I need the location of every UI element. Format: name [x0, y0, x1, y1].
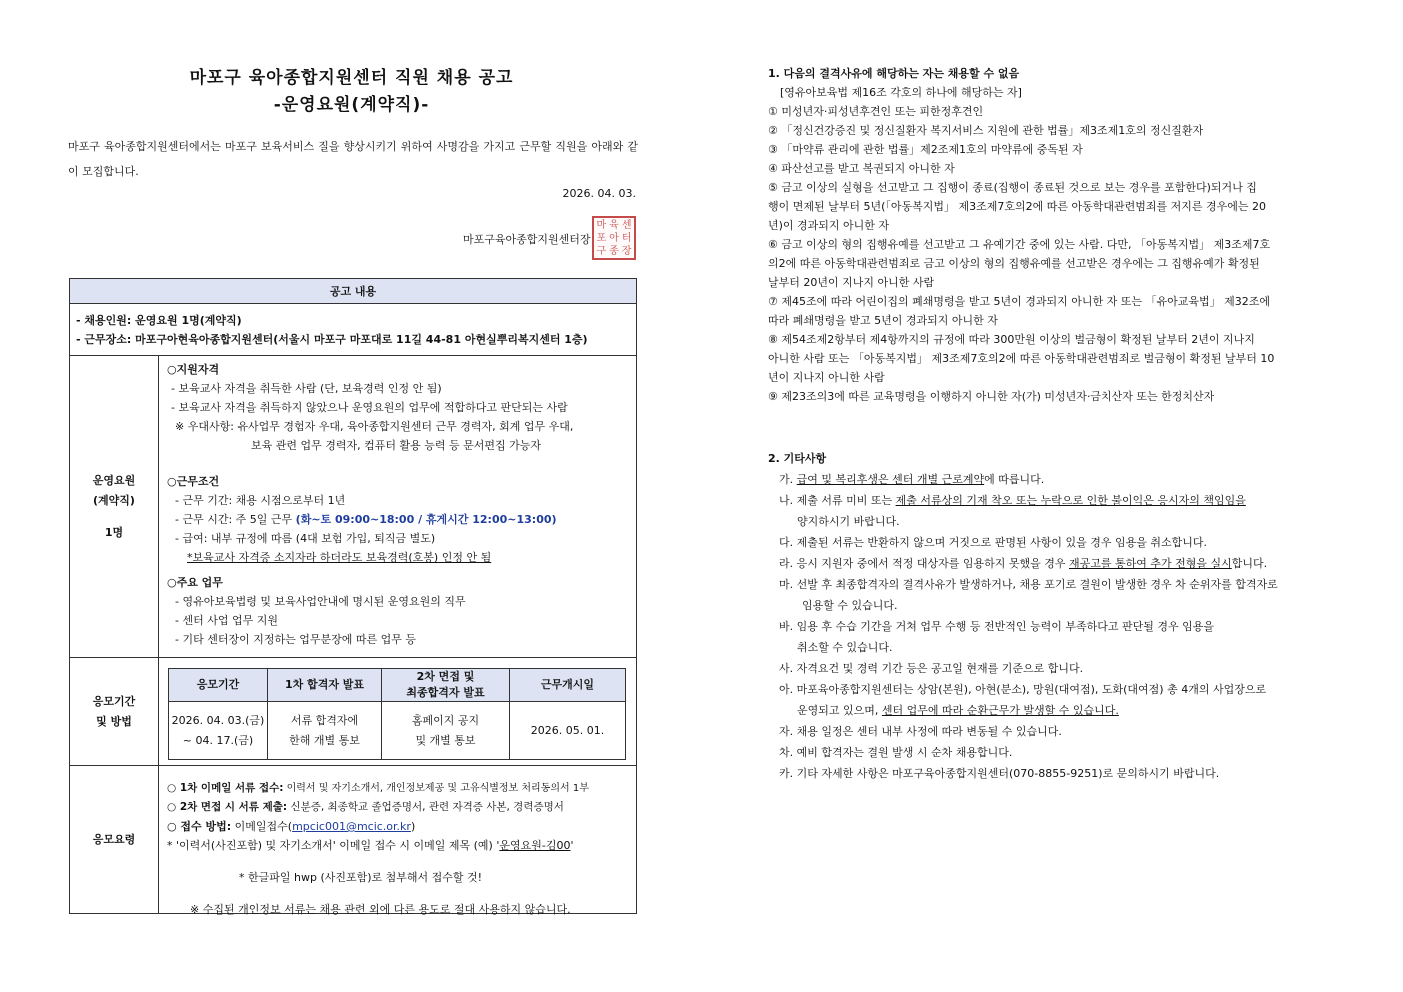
schedule-value: 서류 합격자에 한해 개별 통보: [268, 702, 382, 760]
conditions-title: ○근무조건: [167, 475, 220, 488]
email-link[interactable]: mpcic001@mcic.or.kr: [292, 820, 411, 833]
qualification-item: - 보육교사 자격을 취득한 사람 (단, 보육경력 인정 안 됨): [171, 382, 442, 395]
work-hours: - 근무 시간: 주 5일 근무 (화~토 09:00~18:00 / 휴게시간 12:00~13:00): [175, 513, 557, 526]
other-item-ba: 바. 임용 후 수습 기간을 거쳐 업무 수행 등 전반적인 능력이 부족하다고 판단될 경우 임용을: [779, 620, 1214, 633]
position-label: 운영요원 (계약직) 1명: [70, 356, 159, 658]
other-item-ma: 마. 선발 후 최종합격자의 결격사유가 발생하거나, 채용 포기로 결원이 발생한 경우 차 순위자를 합격자로: [779, 578, 1278, 591]
schedule-value: 홈페이지 공지 및 개별 통보: [382, 702, 510, 760]
disqualification-line: ⑦ 제45조에 따라 어린이집의 폐쇄명령을 받고 5년이 경과되지 아니한 자 또는 「유아교육법」 제32조에: [768, 295, 1270, 308]
disqualification-line: ⑨ 제23조의3에 따른 교육명령을 이행하지 아니한 자(가) 미성년자·금치산자 또는 한정치산자: [768, 390, 1215, 403]
period-label: 응모기간 및 방법: [70, 658, 159, 766]
other-section: [768, 448, 1348, 784]
schedule-header: 응모기간: [169, 669, 268, 702]
disqualification-line: ⑧ 제54조제2항부터 제4항까지의 규정에 따라 300만원 이상의 벌금형이 확정된 날부터 2년이 지나지: [768, 333, 1255, 346]
preference-note: ※ 우대사항: 유사업무 경험자 우대, 육아종합지원센터 근무 경력자, 회계 업무 우대,: [175, 420, 574, 433]
apply-label: 응모요령: [70, 766, 159, 914]
other-item-sa: 사. 자격요건 및 경력 기간 등은 공고일 현재를 기준으로 합니다.: [779, 662, 1084, 675]
disqualification-line: 의2에 따른 아동학대관련범죄로 금고 이상의 형의 집행유예를 선고받은 경우에는 그 집행유예가 확정된: [768, 257, 1260, 270]
issuer-name: 마포구육아종합지원센터장: [463, 233, 591, 246]
workplace: - 근무장소: 마포구아현육아종합지원센터(서울시 마포구 마포대로 11길 44-81 아현실뿌리복지센터 1층): [76, 333, 588, 346]
disqualification-line: 년이 지나지 아니한 사람: [768, 371, 885, 384]
disqualification-line: 행이 면제된 날부터 5년(「아동복지법」 제3조제7호의2에 따른 아동학대관련범죄를 저지른 경우에는 20: [768, 200, 1267, 213]
disqualification-line: 날부터 20년이 지나지 아니한 사람: [768, 276, 935, 289]
disqualification-line: 아니한 사람 또는 「아동복지법」 제3조제7호의2에 따른 아동학대관련범죄로 벌금형이 확정된 날부터 10: [768, 352, 1275, 365]
document-subtitle: -운영요원(계약직)-: [273, 95, 430, 115]
section-2-title: 2. 기타사항: [768, 452, 827, 465]
apply-step-1: ○ 1차 이메일 서류 접수: 이력서 및 자기소개서, 개인정보제공 및 고유식별정보 처리동의서 1부: [167, 782, 589, 794]
schedule-cell: [159, 658, 637, 766]
duty-item: - 기타 센터장이 지정하는 업무분장에 따른 업무 등: [175, 633, 416, 646]
other-item-ra: 라. 응시 지원자 중에서 적정 대상자를 임용하지 못했을 경우 재공고를 통하여 추가 전형을 실시합니다.: [779, 557, 1268, 570]
section-1-title: 1. 다음의 결격사유에 해당하는 자는 채용할 수 없음: [768, 67, 1020, 80]
duties-title: ○주요 업무: [167, 576, 223, 589]
disqualification-line: 따라 폐쇄명령을 받고 5년이 경과되지 아니한 자: [768, 314, 998, 327]
apply-method: ○ 접수 방법: 이메일접수(mpcic001@mcic.or.kr): [167, 820, 416, 833]
other-item-na-cont: 양지하시기 바랍니다.: [797, 515, 900, 528]
notice-table: [69, 278, 637, 914]
work-period: - 근무 기간: 채용 시점으로부터 1년: [175, 494, 346, 507]
other-item-ka: 카. 기타 자세한 사항은 마포구육아종합지원센터(070-8855-9251)로 문의하시기 바랍니다.: [779, 767, 1220, 780]
disqualification-line: ② 「정신건강증진 및 정신질환자 복지서비스 지원에 관한 법률」제3조제1호의 정신질환자: [768, 124, 1204, 137]
career-note: *보육교사 자격증 소지자라 하더라도 보육경력(호봉) 인정 안 됨: [187, 551, 492, 564]
duty-item: - 영유아보육법령 및 보육사업안내에 명시된 운영요원의 직무: [175, 595, 466, 608]
notice-date: 2026. 04. 03.: [562, 187, 636, 200]
apply-detail: [159, 766, 637, 914]
document-title: 마포구 육아종합지원센터 직원 채용 공고: [189, 68, 514, 88]
position-detail: [159, 356, 637, 658]
qualification-item: - 보육교사 자격을 취득하지 않았으나 운영요원의 업무에 적합하다고 판단되는 사람: [171, 401, 568, 414]
other-item-a-cont: 운영되고 있으며, 센터 업무에 따라 순환근무가 발생할 수 있습니다.: [797, 704, 1119, 717]
other-item-cha: 차. 예비 합격자는 결원 발생 시 순차 채용합니다.: [779, 746, 1013, 759]
qualification-title: ○지원자격: [167, 363, 220, 376]
disqualification-line: ⑤ 금고 이상의 실형을 선고받고 그 집행이 종료(집행이 종료된 것으로 보는 경우를 포함한다)되거나 집: [768, 181, 1257, 194]
disqualification-list: [768, 102, 1348, 406]
apply-step-2: ○ 2차 면접 시 서류 제출: 신분증, 최종학교 졸업증명서, 관련 자격증 사본, 경력증명서: [167, 801, 564, 813]
schedule-table: [168, 668, 626, 760]
salary: - 급여: 내부 규정에 따름 (4대 보험 가입, 퇴직금 별도): [175, 532, 436, 545]
schedule-header: 근무개시일: [510, 669, 626, 702]
attachment-note: * 한글파일 hwp (사진포함)로 첨부해서 접수할 것!: [239, 871, 483, 884]
schedule-value: 2026. 04. 03.(금) ~ 04. 17.(금): [169, 702, 268, 760]
duty-item: - 센터 사업 업무 지원: [175, 614, 278, 627]
notice-header: 공고 내용: [70, 279, 637, 304]
preference-note: 보육 관련 업무 경력자, 컴퓨터 활용 능력 등 문서편집 가능자: [251, 439, 541, 452]
schedule-header: 1차 합격자 발표: [268, 669, 382, 702]
email-subject-note: * '이력서(사진포함) 및 자기소개서' 이메일 접수 시 이메일 제목 (예) '운영요원-김00': [167, 839, 574, 852]
disqualification-section: [768, 64, 1348, 406]
schedule-value: 2026. 05. 01.: [510, 702, 626, 760]
recruit-count: - 채용인원: 운영요원 1명(계약직): [76, 314, 242, 327]
other-item-a: 아. 마포육아종합지원센터는 상암(본원), 아현(분소), 망원(대여점), 도화(대여점) 총 4개의 사업장으로: [779, 683, 1267, 696]
official-seal: 마 육 센 포 아 터 구 종 장: [592, 216, 636, 260]
privacy-note: ※ 수집된 개인정보 서류는 채용 관련 외에 다른 용도로 절대 사용하지 않습니다.: [190, 903, 571, 916]
other-item-ga: 가. 급여 및 복리후생은 센터 개별 근로계약에 따릅니다.: [779, 473, 1045, 486]
other-item-da: 다. 제출된 서류는 반환하지 않으며 거짓으로 판명된 사항이 있을 경우 임용을 취소합니다.: [779, 536, 1207, 549]
other-item-ba-cont: 취소할 수 있습니다.: [797, 641, 893, 654]
disqualification-line: ⑥ 금고 이상의 형의 집행유예를 선고받고 그 유예기간 중에 있는 사람. 다만, 「아동복지법」 제3조제7호: [768, 238, 1271, 251]
other-item-ma-cont: 임용할 수 있습니다.: [802, 599, 898, 612]
summary-cell: [70, 304, 637, 356]
disqualification-line: ③ 「마약류 관리에 관한 법률」제2조제1호의 마약류에 중독된 자: [768, 143, 1083, 156]
disqualification-line: 년)이 경과되지 아니한 자: [768, 219, 890, 232]
disqualification-line: ① 미성년자·피성년후견인 또는 피한정후견인: [768, 105, 984, 118]
other-item-na: 나. 제출 서류 미비 또는 제출 서류상의 기재 착오 또는 누락으로 인한 불이익은 응시자의 책임임을: [779, 494, 1246, 507]
intro-paragraph: 마포구 육아종합지원센터에서는 마포구 보육서비스 질을 향상시키기 위하여 사명감을 가지고 근무할 직원을 아래와 같이 모집합니다.: [68, 140, 638, 178]
schedule-header: 2차 면접 및 최종합격자 발표: [382, 669, 510, 702]
disqualification-line: ④ 파산선고를 받고 복권되지 아니한 자: [768, 162, 955, 175]
section-1-subtitle: [영유아보육법 제16조 각호의 하나에 해당하는 자]: [780, 86, 1022, 99]
other-item-ja: 자. 채용 일정은 센터 내부 사정에 따라 변동될 수 있습니다.: [779, 725, 1062, 738]
